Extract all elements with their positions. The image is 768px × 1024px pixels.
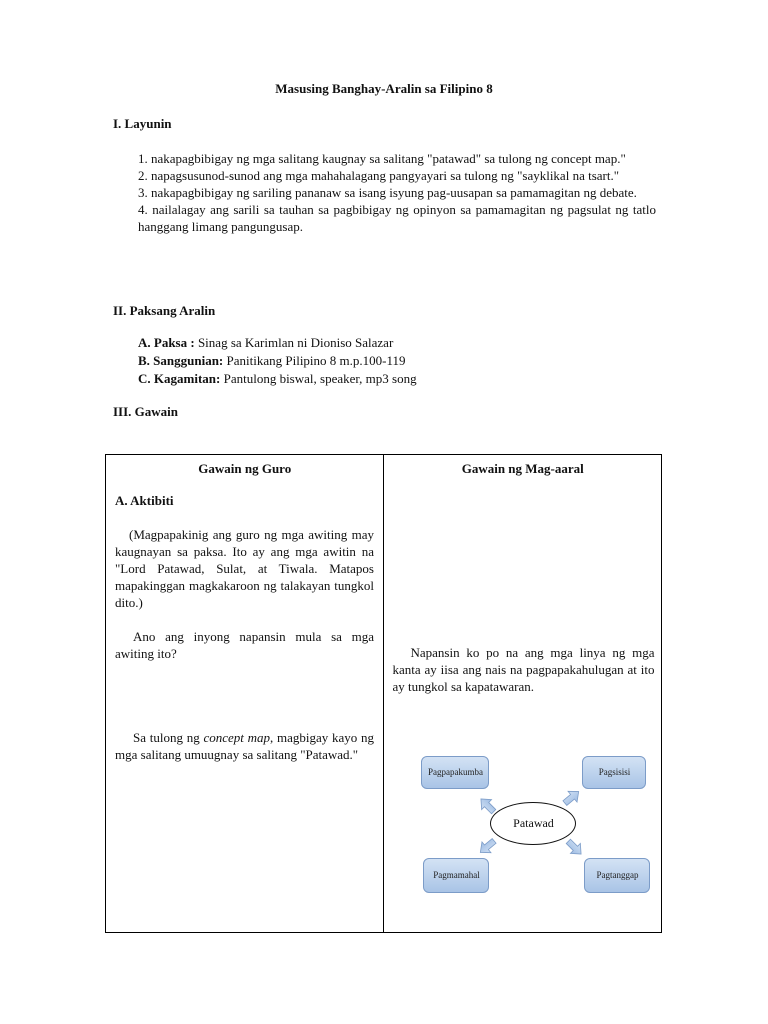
concept-node-pagmamahal: Pagmamahal <box>423 858 489 893</box>
objectives-list <box>138 150 656 235</box>
arrow-bottom-left <box>476 835 499 857</box>
objective-item: 1. nakapagbibigay ng mga salitang kaugnay sa salitang "patawad" sa tulong ng concept map." <box>138 151 626 166</box>
document-title: Masusing Banghay-Aralin sa Filipino 8 <box>275 81 493 96</box>
subheading-aktibiti: A. Aktibiti <box>115 493 174 508</box>
column-header-mag-aaral: Gawain ng Mag-aaral <box>461 461 584 476</box>
concept-node-pagsisisi: Pagsisisi <box>582 756 646 789</box>
student-answer: Napansin ko po na ang mga linya ng mga kanta ay iisa ang nais na pagpapakahulugan at ito ay tungkol sa kapatawaran. <box>392 645 655 694</box>
lesson-item-paksa: A. Paksa : Sinag sa Karimlan ni Dioniso Salazar <box>138 335 394 350</box>
column-header-guro: Gawain ng Guro <box>198 461 292 476</box>
arrow-top-right <box>561 786 584 808</box>
gawain-table <box>105 454 662 933</box>
section-heading-paksang-aralin: II. Paksang Aralin <box>113 303 216 318</box>
guro-paragraph-2: Ano ang inyong napansin mula sa mga awiting ito? <box>115 629 374 661</box>
lesson-item-sanggunian: B. Sanggunian: Panitikang Pilipino 8 m.p.100-119 <box>138 353 406 368</box>
mag-aaral-column <box>384 455 662 933</box>
lesson-details <box>138 334 417 388</box>
guro-paragraph-1: (Magpapakinig ang guro ng mga awiting may kaugnayan sa paksa. Ito ay ang mga awitin na "Lord Patawad, Sulat, at Tiwala. Matapos mapakinggan magkakaroon ng talakayan tungkol dito.) <box>115 527 374 610</box>
concept-map <box>384 745 662 905</box>
concept-node-pagpapakumba: Pagpapakumba <box>421 756 489 789</box>
objective-item: 2. napagsusunod-sunod ang mga mahahalagang pangyayari sa tulong ng "sayklikal na tsart." <box>138 168 620 183</box>
section-heading-layunin: I. Layunin <box>113 116 172 131</box>
arrow-bottom-right <box>564 836 587 859</box>
objective-item: 4. nailalagay ang sarili sa tauhan sa pagbibigay ng opinyon sa pamamagitan ng pagsulat ng tatlo hanggang limang pangungusap. <box>138 202 656 234</box>
section-heading-gawain: III. Gawain <box>113 404 179 419</box>
concept-center-patawad: Patawad <box>490 802 576 845</box>
objective-item: 3. nakapagbibigay ng sariling pananaw sa isang isyung pag-uusapan sa pamamagitan ng debate. <box>138 185 637 200</box>
guro-paragraph-3: Sa tulong ng concept map, magbigay kayo ng mga salitang umuugnay sa salitang "Patawad." <box>115 730 374 762</box>
concept-map-term: concept map <box>203 730 270 745</box>
lesson-item-kagamitan: C. Kagamitan: Pantulong biswal, speaker, mp3 song <box>138 371 417 386</box>
guro-column <box>106 455 384 933</box>
concept-node-pagtanggap: Pagtanggap <box>584 858 650 893</box>
